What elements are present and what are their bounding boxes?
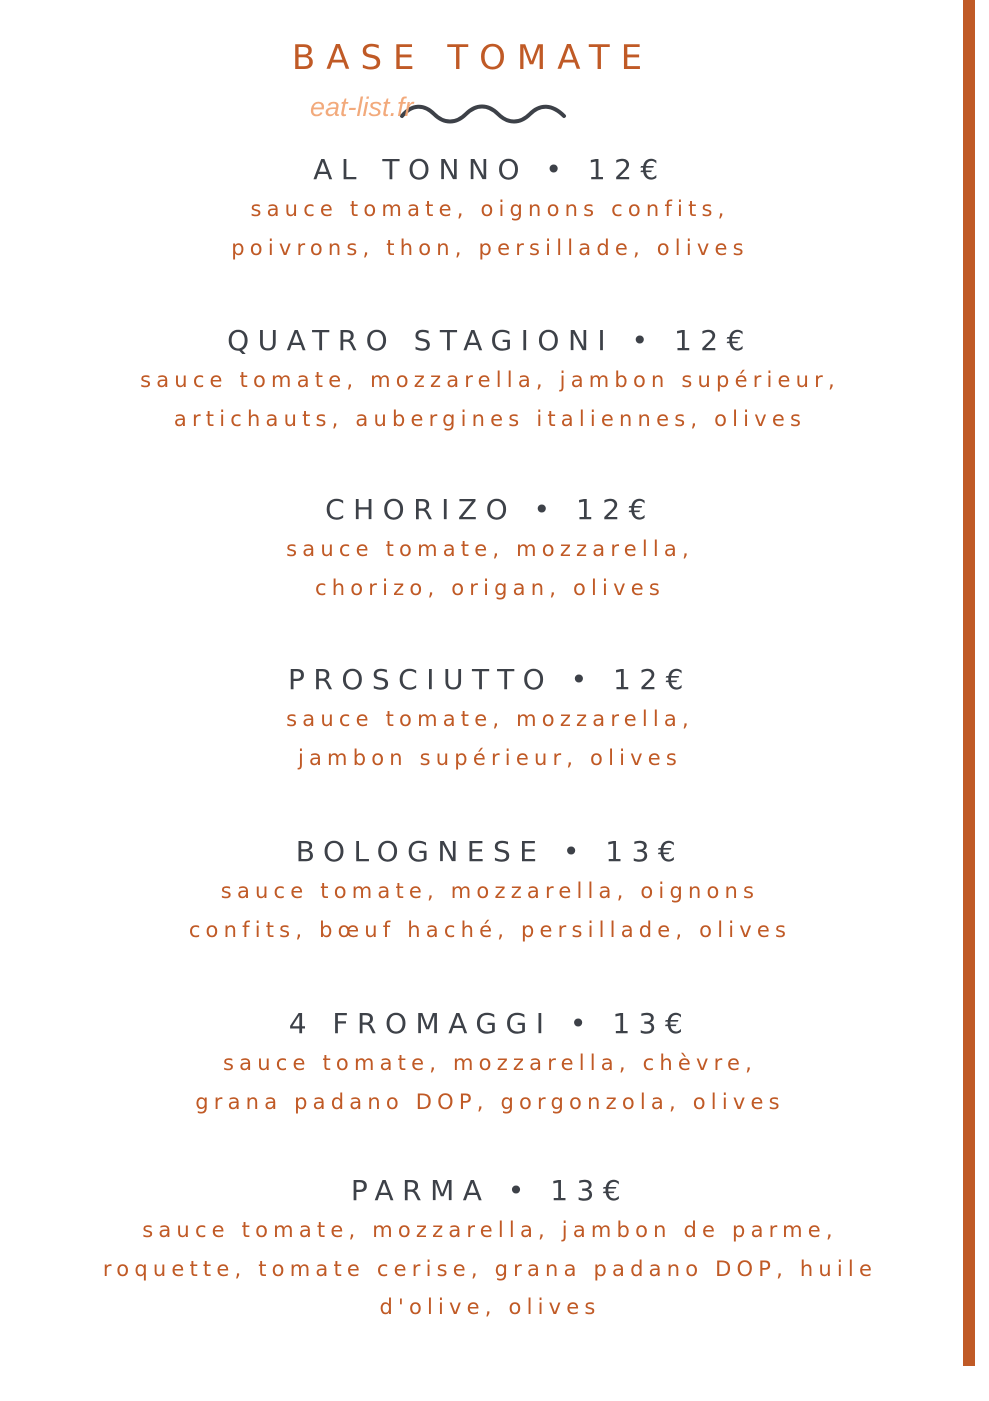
menu-item-prosciutto: [0, 660, 980, 777]
item-description-line: confits, bœuf haché, persillade, olives: [188, 917, 792, 942]
item-name: BOLOGNESE • 13€: [295, 835, 685, 868]
wave-divider-icon: [398, 100, 568, 128]
menu-item-bolognese: [0, 832, 980, 949]
item-description-line: grana padano DOP, gorgonzola, olives: [195, 1089, 785, 1114]
item-name: AL TONNO • 12€: [313, 153, 667, 186]
item-description-line: poivrons, thon, persillade, olives: [231, 235, 749, 260]
item-description-line: sauce tomate, oignons confits,: [250, 197, 730, 221]
item-description-line: sauce tomate, mozzarella, oignons: [220, 879, 760, 903]
menu-item-quatro-stagioni: [0, 321, 980, 438]
item-description-line: chorizo, origan, olives: [315, 575, 665, 600]
menu-item-parma: [0, 1171, 980, 1327]
section-title: BASE TOMATE: [291, 38, 654, 78]
item-description-line: sauce tomate, mozzarella,: [286, 707, 694, 731]
item-name: QUATRO STAGIONI • 12€: [227, 324, 753, 357]
menu-item-chorizo: [0, 490, 980, 607]
item-name: PARMA • 13€: [350, 1174, 630, 1207]
item-description-line: jambon supérieur, olives: [297, 745, 683, 770]
item-description-line: sauce tomate, mozzarella,: [286, 537, 694, 561]
item-description-line: artichauts, aubergines italiennes, olives: [173, 406, 807, 431]
watermark: eat-list.fr: [310, 92, 414, 122]
item-description-line: sauce tomate, mozzarella, jambon de parme,: [142, 1218, 838, 1242]
menu-item-4-fromaggi: [0, 1004, 980, 1121]
item-name: 4 FROMAGGI • 13€: [288, 1007, 692, 1040]
item-description-line: sauce tomate, mozzarella, jambon supérieur,: [140, 368, 840, 392]
item-description-line: sauce tomate, mozzarella, chèvre,: [223, 1051, 757, 1075]
item-name: PROSCIUTTO • 12€: [288, 663, 692, 696]
item-description-line: roquette, tomate cerise, grana padano DOP, huile: [102, 1256, 878, 1281]
item-description-line: d'olive, olives: [379, 1295, 601, 1319]
menu-item-al-tonno: [0, 150, 980, 267]
item-name: CHORIZO • 12€: [325, 493, 655, 526]
